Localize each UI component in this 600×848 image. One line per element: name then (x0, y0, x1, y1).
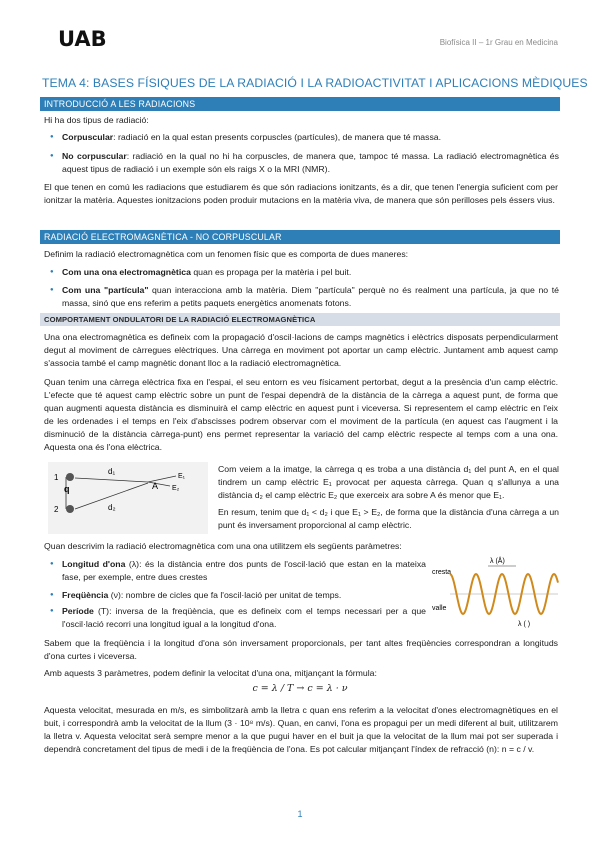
charge-position-1 (66, 473, 74, 481)
bullet-particle (62, 284, 559, 309)
bullet-wave (62, 266, 559, 279)
velocity-formula: c = λ / T → c = λ · ν (252, 683, 348, 694)
paragraph: Sabem que la freqüència i la longitud d'ona són inversament proporcionals, per tant altes freqüències correspondran a longituds d'ona curtes i viceversa. (44, 638, 558, 661)
charge-distance-figure (48, 462, 208, 534)
paragraph: Hi ha dos tipus de radiació: (44, 115, 149, 125)
paragraph: Aquesta velocitat, mesurada en m/s, es simbolitzarà amb la lletra c quan ens referim a la velocitat d'ones electromagnètiques en el buit, i correspondrà amb la velocitat de la llum (3 · 10⁸ m/s). Quan, en canvi, l'ona es propagui per un medi diferent al buit, utilitzarem la lletra v. Aquesta velocitat serà sempre menor a la que pugui haver en el buit ja que la velocitat de la llum mai pot ser superada i dependrà concretament del tipus de medi i de la freqüència de l'ona. Es pot calcular mitjançant l'índex de refracció (n): n = c / v. (44, 705, 558, 754)
bullet-frequency (62, 589, 426, 602)
label-q: q (64, 484, 70, 494)
paragraph: Definim la radiació electromagnètica com un fenomen físic que es comporta de dues maneres: (44, 249, 409, 259)
label-cresta: cresta (432, 569, 452, 576)
bullet-text: (λ): és la distància entre dos punts de l'oscil·lació que estan en la mateixa fase, per exemple, entre dues crestes (62, 559, 426, 582)
bullet-term: Com una "partícula" (62, 285, 149, 295)
bullet-text: quan interacciona amb la matèria. Diem "partícula" perquè no és realment una partícula, ja que no té massa, sinó que ens referim a petits paquets energètics anomenats fotons. (62, 285, 559, 308)
bullet-text: (ν): nombre de cicles que fa l'oscil·lació per unitat de temps. (108, 590, 342, 600)
bullet-term: Longitud d'ona (62, 559, 126, 569)
paragraph: Amb aquests 3 paràmetres, podem definir la velocitat d'una ona, mitjançant la fórmula: (44, 668, 377, 678)
subsection-heading-wave-behaviour: COMPORTAMENT ONDULATORI DE LA RADIACIÓ ELECTROMAGNÈTICA (40, 313, 560, 326)
section-heading-em-radiation: RADIACIÓ ELECTROMAGNÈTICA - NO CORPUSCULAR (40, 230, 560, 244)
course-header: Biofísica II – 1r Grau en Medicina (439, 38, 558, 47)
label-lambda: λ (Å) (490, 558, 505, 565)
bullet-corpuscular (62, 131, 559, 144)
bullet-term: Corpuscular (62, 132, 114, 142)
label-d2: d₂ (108, 503, 116, 512)
paragraph-figure-explanation: Com veiem a la imatge, la càrrega q es troba a una distància d₁ del punt A, en el qual tindrem un camp elèctric E₁ provocat per aquesta càrrega. Quan q s'allunya a una distància d₂ el camp elèctric E₂ que exerceix ara sobre A és menor que E₁. (218, 464, 559, 500)
label-d1: d₁ (108, 467, 116, 476)
paragraph: Quan tenim una càrrega elèctrica fixa en l'espai, el seu entorn es veu físicament pertorbat, degut a la presència d'un camp elèctric. L'efecte que té aquest camp elèctric sobre un punt de l'espai dependrà de la distància de la càrrega a aquest punt, de forma que quan augmenti aquesta distància es disminuirà el camp elèctric en aquest punt i viceversa. Si representem el camp elèctric en l'eix de les ordenades i el temps en l'eix d'abscisses podrem observar com el moviment de la partícula (en aquest cas l'augment i la disminució de la distància càrrega-punt) ens permet representar la variació del camp elèctric respecte al temps com a una ona. Aquesta ona és l'ona elèctrica. (44, 377, 558, 452)
bullet-period (62, 605, 426, 630)
paragraph: Quan descrivim la radiació electromagnètica com una ona utilitzem els següents paràmetres: (44, 541, 402, 551)
bullet-term: No corpuscular (62, 151, 127, 161)
bullet-text: : radiació en la qual no hi ha corpuscles, de manera que, tampoc té massa. La radiació electromagnètica és aquest tipus de radiació i un exemple són els raigs X o la MRI (NMR). (62, 151, 559, 174)
section-heading-intro: INTRODUCCIÓ A LES RADIACIONS (40, 97, 560, 111)
page-title: TEMA 4: BASES FÍSIQUES DE LA RADIACIÓ I LA RADIOACTIVITAT I APLICACIONS MÈDIQUES (42, 76, 588, 90)
label-2: 2 (54, 505, 59, 514)
label-valle: valle (432, 605, 447, 612)
paragraph: El que tenen en comú les radiacions que estudiarem és que són radiacions ionitzants, és a dir, que tenen l'energia suficient com per ionitzar la matèria. Aquestes ionitzacions poden produir mutacions en la matèria viva, de manera que són perilloses pels éssers vius. (44, 182, 558, 205)
charge-position-2 (66, 505, 74, 513)
paragraph: Una ona electromagnètica es defineix com la propagació d'oscil·lacions de camps magnètics i elèctrics disposats perpendicularment degut al moviment de càrregues elèctriques. Una càrrega en moviment pot aportar un camp elèctric. Juntament amb aquest camp s'associa també el camp magnètic donant lloc a la radiació electromagnètica. (44, 332, 558, 368)
uab-logo (58, 27, 107, 51)
logo-text: UAB (58, 27, 107, 51)
page-number: 1 (297, 809, 303, 819)
bullet-term: Freqüència (62, 590, 109, 600)
paragraph-summary: En resum, tenim que d₁ < d₂ i que E₁ > E₂, de forma que la distància d'una càrrega a un punt és inversament proporcional al camp elèctric. (218, 507, 559, 530)
label-1: 1 (54, 473, 59, 482)
wave-figure (430, 554, 560, 630)
bullet-no-corpuscular (62, 150, 559, 175)
bullet-text: quan es propaga per la matèria i pel buit. (190, 267, 352, 277)
bullet-term: Període (62, 606, 94, 616)
label-lambda-bottom: λ ( ) (518, 621, 531, 628)
label-e1: E₁ (178, 473, 186, 480)
bullet-text: (T): inversa de la freqüència, que es defineix com el temps necessari per a que l'oscil·lació recorri una longitud igual a la longitud d'ona. (62, 606, 426, 629)
bullet-wavelength (62, 558, 426, 583)
bullet-term: Com una ona electromagnètica (62, 267, 191, 277)
label-A: A (152, 481, 159, 491)
label-e2: E₂ (172, 485, 180, 492)
bullet-text: : radiació en la qual estan presents corpuscles (partícules), de manera que té massa. (113, 132, 442, 142)
